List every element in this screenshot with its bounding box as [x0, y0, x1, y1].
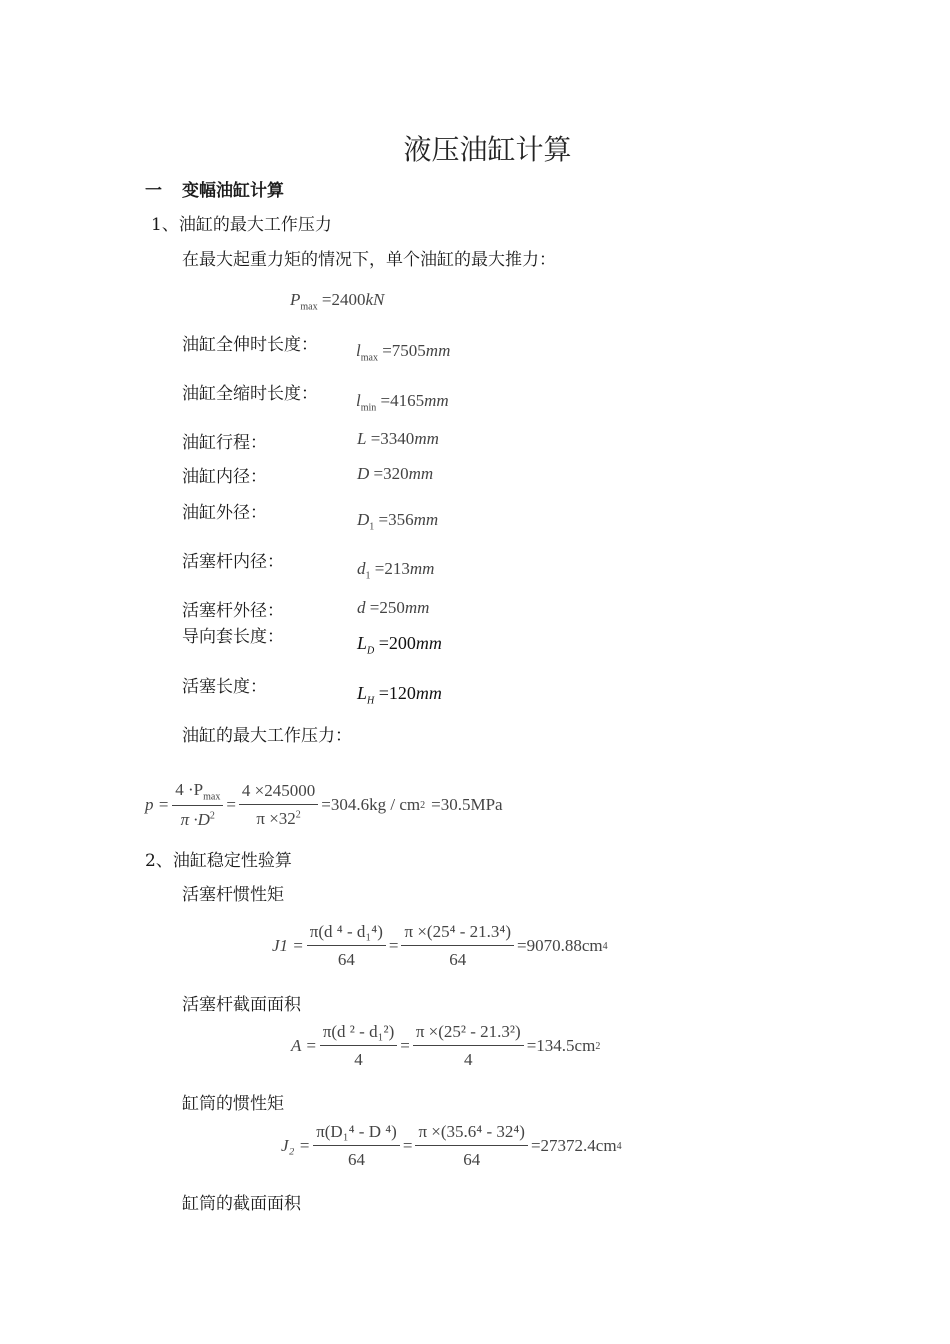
param-unit: mm — [425, 341, 451, 360]
param-symbol: D — [357, 464, 370, 483]
pmax-subscript: max — [300, 301, 318, 313]
param-subscript: D — [367, 645, 375, 657]
item1-intro: 在最大起重力矩的情况下，单个油缸的最大推力： — [182, 250, 556, 270]
param-symbol: l — [356, 341, 361, 360]
param-symbol: d — [357, 559, 366, 578]
param-symbol: L — [357, 683, 368, 703]
param-label: 导向套长度： — [182, 627, 284, 647]
param-number: =320 — [373, 464, 409, 483]
fraction — [307, 922, 386, 970]
item2-heading: 2、油缸稳定性验算 — [145, 851, 292, 871]
param-unit: mm — [424, 391, 449, 410]
param-subscript: min — [360, 402, 377, 414]
numerator: π(d ² - d₁²) — [320, 1022, 397, 1046]
param-subscript: H — [367, 695, 375, 707]
param-symbol: D — [357, 510, 370, 529]
fraction — [413, 1022, 524, 1070]
param-value — [357, 510, 438, 532]
fraction — [313, 1122, 400, 1170]
numerator: π(D₁⁴ - D ⁴) — [313, 1122, 400, 1146]
page-title: 液压油缸计算 — [403, 133, 572, 166]
denominator: 64 — [463, 1150, 481, 1169]
param-unit: mm — [404, 598, 430, 617]
param-subscript: 1 — [365, 570, 371, 582]
param-unit: mm — [408, 464, 434, 483]
rod-inertia-formula — [272, 922, 608, 970]
denominator: 64 — [348, 1150, 366, 1169]
param-symbol: L — [357, 429, 367, 448]
cyl-area-label: 缸筒的截面面积 — [182, 1194, 301, 1214]
equals-sign: = — [402, 1136, 413, 1155]
param-number: =250 — [369, 598, 405, 617]
cyl-inertia-label: 缸筒的惯性矩 — [182, 1094, 284, 1114]
section-number: 一 — [145, 181, 162, 201]
param-number: =3340 — [370, 429, 415, 448]
param-subscript: max — [360, 352, 378, 364]
param-label: 活塞长度： — [182, 677, 267, 697]
param-unit: mm — [409, 559, 435, 578]
param-number: =213 — [374, 559, 410, 578]
denominator: 4 — [354, 1050, 363, 1069]
param-label: 油缸全缩时长度： — [182, 384, 318, 404]
formula-lhs: J1 = — [272, 936, 304, 955]
param-label: 油缸内径： — [182, 467, 267, 487]
fraction — [415, 1122, 528, 1170]
formula-result: =27372.4cm — [530, 1136, 617, 1155]
denominator: 4 — [464, 1050, 473, 1069]
denominator: 64 — [337, 950, 355, 969]
param-number: =200 — [378, 633, 416, 653]
param-number: =120 — [378, 683, 416, 703]
param-label: 油缸全伸时长度： — [182, 335, 318, 355]
result-superscript: 4 — [602, 940, 608, 952]
param-value — [356, 341, 450, 363]
result-superscript: 2 — [420, 799, 426, 811]
numerator — [172, 780, 223, 806]
formula-result: =9070.88cm — [517, 936, 603, 955]
formula-lhs: p = — [145, 795, 170, 815]
denominator-superscript: 2 — [209, 810, 215, 822]
param-unit: mm — [414, 429, 439, 448]
equals-sign: = — [388, 936, 399, 955]
param-label: 活塞杆内径： — [182, 552, 284, 572]
numerator-text: 4 ·P — [175, 780, 204, 799]
param-value — [357, 598, 429, 620]
fraction — [239, 781, 318, 829]
pressure-label: 油缸的最大工作压力： — [182, 726, 352, 746]
param-value — [357, 429, 439, 451]
item1-heading: 1、油缸的最大工作压力 — [151, 215, 332, 235]
formula-result: =134.5cm — [526, 1036, 596, 1055]
param-value — [357, 464, 433, 486]
param-symbol: d — [357, 598, 366, 617]
pmax-value: =2400 — [321, 290, 366, 309]
param-value — [356, 391, 449, 413]
param-value — [357, 683, 442, 707]
pressure-formula — [145, 780, 503, 830]
param-label: 油缸外径： — [182, 503, 267, 523]
cyl-inertia-formula — [281, 1122, 622, 1170]
rod-inertia-label: 活塞杆惯性矩 — [182, 885, 284, 905]
numerator: π ×(25⁴ - 21.3⁴) — [401, 922, 514, 946]
param-label: 活塞杆外径： — [182, 601, 284, 621]
param-value — [357, 633, 442, 657]
param-label: 油缸行程： — [182, 433, 267, 453]
result-superscript: 2 — [595, 1040, 601, 1052]
fraction — [401, 922, 514, 970]
numerator: π(d ⁴ - d₁⁴) — [307, 922, 386, 946]
fraction — [320, 1022, 397, 1070]
param-symbol: l — [356, 391, 361, 410]
param-subscript: 1 — [369, 521, 375, 533]
equals-sign: = — [226, 795, 236, 815]
param-number: =7505 — [382, 341, 426, 360]
param-number: =4165 — [380, 391, 425, 410]
denominator — [178, 806, 218, 830]
param-unit: mm — [413, 510, 439, 529]
numerator: π ×(25² - 21.3²) — [413, 1022, 524, 1046]
denominator-text: π ×32 — [256, 809, 296, 829]
fraction — [172, 780, 223, 830]
formula-result-mpa: =30.5MPa — [431, 795, 503, 815]
formula-lhs: J₂ = — [281, 1136, 311, 1155]
result-superscript: 4 — [616, 1140, 622, 1152]
denominator-text: π ·D — [180, 810, 210, 830]
pmax-unit: kN — [365, 290, 385, 309]
numerator: π ×(35.6⁴ - 32⁴) — [415, 1122, 528, 1146]
numerator: 4 ×245000 — [239, 781, 318, 805]
rod-area-formula — [291, 1022, 600, 1070]
equals-sign: = — [400, 1036, 410, 1055]
formula-lhs: A = — [291, 1036, 317, 1055]
section-heading: 变幅油缸计算 — [182, 181, 284, 201]
numerator-subscript: max — [203, 791, 221, 803]
pmax-formula — [290, 290, 384, 312]
param-symbol: L — [357, 633, 368, 653]
param-value — [357, 559, 434, 581]
pmax-symbol: P — [290, 290, 301, 309]
denominator-superscript: 2 — [295, 809, 301, 821]
param-unit: mm — [415, 683, 442, 703]
formula-result: =304.6kg / cm — [321, 795, 421, 815]
param-number: =356 — [378, 510, 414, 529]
rod-area-label: 活塞杆截面面积 — [182, 995, 301, 1015]
denominator: 64 — [449, 950, 467, 969]
param-unit: mm — [415, 633, 442, 653]
denominator — [253, 805, 303, 829]
